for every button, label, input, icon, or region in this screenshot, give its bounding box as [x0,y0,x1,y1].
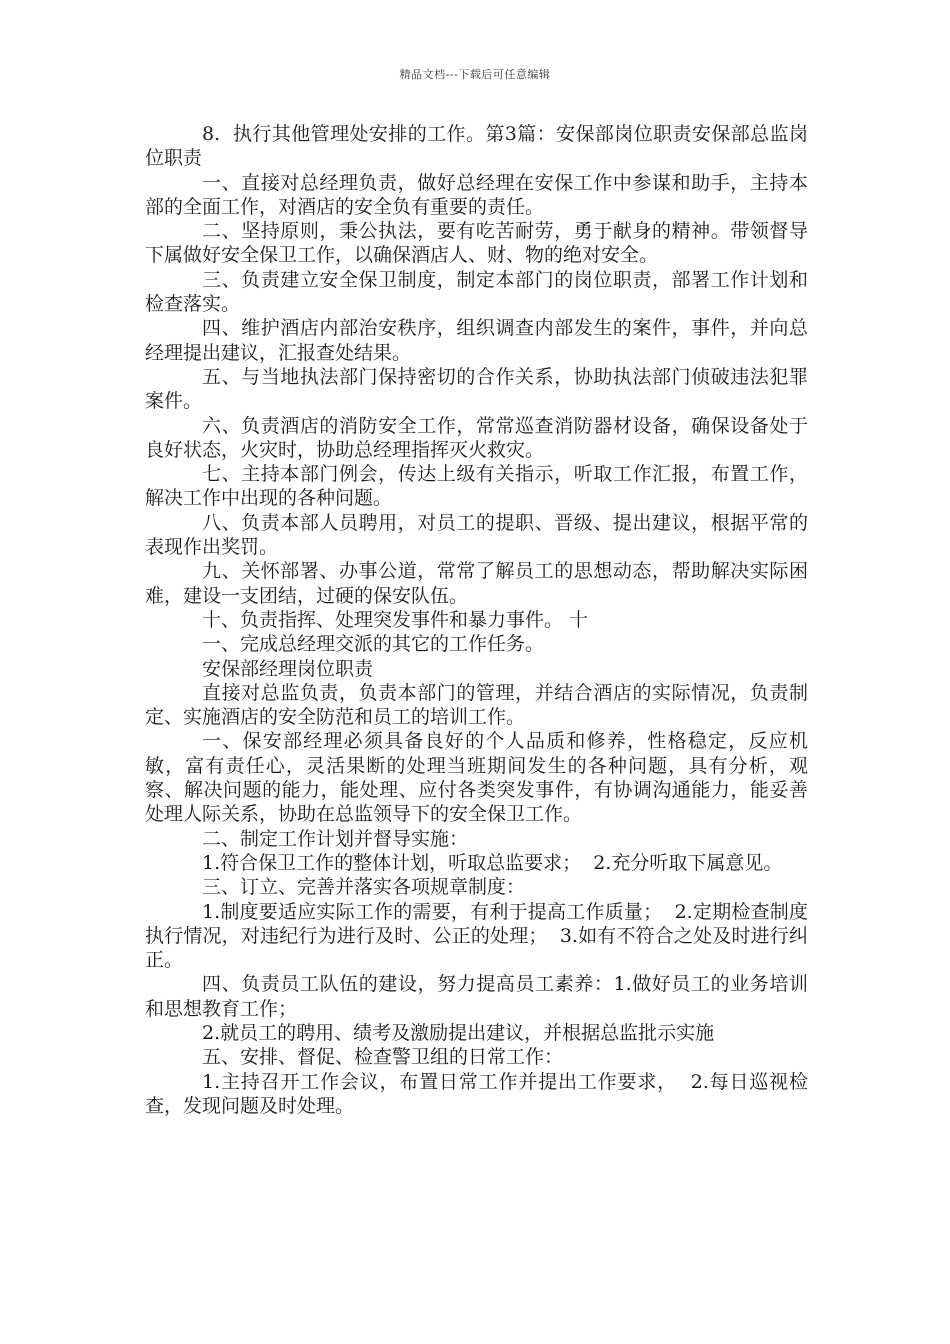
paragraph: 四、维护酒店内部治安秩序，组织调查内部发生的案件，事件，并向总经理提出建议，汇报查处结果。 [145,317,808,364]
document-body [145,122,808,1118]
paragraph: 七、主持本部门例会，传达上级有关指示，听取工作汇报，布置工作，解决工作中出现的各种问题。 [145,463,808,510]
paragraph: 九、关怀部署、办事公道，常常了解员工的思想动态，帮助解决实际困难，建设一支团结，过硬的保安队伍。 [145,560,808,607]
paragraph: 8. 执行其他管理处安排的工作。第3篇：安保部岗位职责安保部总监岗位职责 [145,123,808,170]
paragraph: 三、负责建立安全保卫制度，制定本部门的岗位职责，部署工作计划和检查落实。 [145,268,808,316]
paragraph: 1.主持召开工作会议，布置日常工作并提出工作要求， 2.每日巡视检查，发现问题及时处理。 [145,1070,808,1117]
paragraph: 2.就员工的聘用、绩考及激励提出建议，并根据总监批示实施 [202,1021,715,1044]
paragraph: 八、负责本部人员聘用，对员工的提职、晋级、提出建议，根据平常的表现作出奖罚。 [145,511,808,559]
section-heading: 安保部经理岗位职责 [202,657,374,680]
page-header: 精品文档---下载后可任意编辑 [399,68,551,81]
paragraph: 五、安排、督促、检查警卫组的日常工作： [202,1046,564,1069]
paragraph: 直接对总监负责，负责本部门的管理，并结合酒店的实际情况，负责制定、实施酒店的安全防范和员工的培训工作。 [145,681,808,729]
paragraph: 五、与当地执法部门保持密切的合作关系，协助执法部门侦破违法犯罪案件。 [145,365,808,413]
paragraph: 一、直接对总经理负责，做好总经理在安保工作中参谋和助手，主持本部的全面工作，对酒店的安全负有重要的责任。 [145,171,808,218]
paragraph: 一、保安部经理必须具备良好的个人品质和修养，性格稳定，反应机敏，富有责任心，灵活果断的处理当班期间发生的各种问题，具有分析，观察、解决问题的能力，能处理、应付各类突发事件，有协调沟通能力，能妥善处理人际关系，协助在总监领导下的安全保卫工作。 [145,730,808,826]
paragraph: 二、坚持原则，秉公执法，要有吃苦耐劳，勇于献身的精神。带领督导下属做好安全保卫工作，以确保酒店人、财、物的绝对安全。 [145,220,808,267]
paragraph: 一、完成总经理交派的其它的工作任务。 [202,633,545,656]
paragraph: 四、负责员工队伍的建设，努力提高员工素养：1.做好员工的业务培训和思想教育工作； [145,973,808,1020]
paragraph: 三、订立、完善并落实各项规章制度： [202,876,526,899]
paragraph: 1.制度要适应实际工作的需要，有利于提高工作质量； 2.定期检查制度执行情况，对违纪行为进行及时、公正的处理； 3.如有不符合之处及时进行纠正。 [145,900,808,972]
paragraph: 1.符合保卫工作的整体计划，听取总监要求； 2.充分听取下属意见。 [202,851,783,874]
paragraph: 十、负责指挥、处理突发事件和暴力事件。 十 [202,608,589,631]
paragraph: 二、制定工作计划并督导实施： [202,827,469,850]
paragraph: 六、负责酒店的消防安全工作，常常巡查消防器材设备，确保设备处于良好状态，火灾时，协助总经理指挥灭火救灾。 [145,414,808,461]
